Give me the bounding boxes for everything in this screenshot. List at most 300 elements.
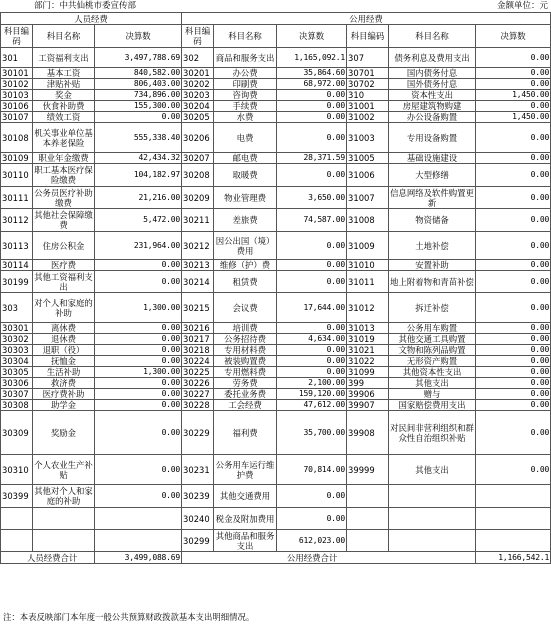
code-cell: 30112	[1, 209, 33, 232]
amount-cell: 0.00	[476, 323, 551, 334]
table-row	[1, 400, 551, 411]
code-cell: 30203	[182, 90, 214, 101]
code-cell: 39907	[347, 400, 389, 411]
amount-cell: 0.00	[476, 260, 551, 271]
code-cell: 399	[347, 378, 389, 389]
code-cell: 30303	[1, 345, 33, 356]
name-cell: 差旅费	[214, 209, 277, 232]
name-cell: 专用材料费	[214, 345, 277, 356]
name-cell: 对个人和家庭的补助	[33, 293, 95, 323]
amount-cell: 0.00	[476, 101, 551, 112]
amount-cell: 0.00	[476, 271, 551, 293]
name-cell: 劳务费	[214, 378, 277, 389]
code-cell: 30209	[182, 187, 214, 209]
amount-cell: 0.00	[476, 209, 551, 232]
name-cell: 其他交通工具购置	[389, 334, 476, 345]
name-cell: 职工基本医疗保险缴费	[34, 165, 93, 185]
code-cell: 30309	[1, 411, 33, 455]
amount-cell: 1,450.00	[476, 112, 551, 123]
amount-cell: 3,650.00	[277, 187, 347, 209]
code-cell: 303	[1, 293, 33, 323]
column-header-amount: 决算数	[277, 25, 347, 48]
name-cell: 福利费	[214, 411, 277, 455]
code-cell: 30231	[182, 455, 214, 485]
code-cell: 39999	[347, 455, 389, 485]
code-cell: 30212	[182, 232, 214, 260]
name-cell	[389, 508, 476, 530]
name-cell: 奖金	[33, 90, 95, 101]
amount-cell: 2,100.00	[277, 378, 347, 389]
amount-cell: 68,972.00	[277, 79, 347, 90]
column-header-name: 科目名称	[214, 25, 277, 48]
amount-cell: 0.00	[95, 260, 182, 271]
amount-cell: 1,165,092.1	[277, 48, 347, 68]
amount-cell: 0.00	[277, 232, 347, 260]
amount-cell: 0.00	[476, 400, 551, 411]
code-cell: 30229	[182, 411, 214, 455]
amount-cell: 0.00	[476, 334, 551, 345]
amount-cell: 0.00	[95, 400, 182, 411]
code-cell: 31006	[347, 164, 389, 187]
public-total-amount: 1,166,542.1	[476, 552, 551, 564]
name-cell: 安置补助	[389, 260, 476, 271]
name-cell: 公务招待费	[214, 334, 277, 345]
table-row	[1, 508, 551, 530]
name-cell: 其他交通费用	[214, 485, 277, 508]
code-cell: 30111	[1, 187, 33, 209]
name-cell: 办公费	[214, 68, 277, 79]
amount-cell: 17,644.00	[277, 293, 347, 323]
code-cell	[347, 485, 389, 508]
name-cell: 印刷费	[214, 79, 277, 90]
name-cell: 专用设备购置	[389, 123, 476, 153]
name-cell: 离休费	[33, 323, 95, 334]
table-row	[1, 334, 551, 345]
name-cell: 咨询费	[214, 90, 277, 101]
code-cell: 30110	[1, 164, 33, 187]
code-cell: 30301	[1, 323, 33, 334]
code-cell: 30310	[1, 455, 33, 485]
table-row	[1, 232, 551, 260]
code-cell: 30114	[1, 260, 33, 271]
table-row	[1, 90, 551, 101]
column-header-code: 科目编码	[182, 25, 214, 48]
name-cell: 医疗费	[33, 260, 95, 271]
code-cell: 31019	[347, 334, 389, 345]
amount-cell: 0.00	[277, 367, 347, 378]
name-cell: 工资福利支出	[33, 48, 95, 68]
code-cell: 31012	[347, 293, 389, 323]
amount-cell: 0.00	[476, 164, 551, 187]
code-cell: 30226	[182, 378, 214, 389]
name-cell	[33, 530, 95, 552]
code-cell: 31005	[347, 153, 389, 164]
name-cell: 其他社会保障缴费	[34, 210, 93, 230]
name-cell: 基本工资	[33, 68, 95, 79]
name-cell: 奖励金	[33, 411, 95, 455]
totals-row	[1, 552, 551, 564]
code-cell: 30207	[182, 153, 214, 164]
amount-cell: 0.00	[277, 356, 347, 367]
code-cell: 30216	[182, 323, 214, 334]
name-cell: 医疗费补助	[33, 389, 95, 400]
amount-cell: 840,582.00	[95, 68, 182, 79]
amount-cell: 612,023.00	[277, 530, 347, 552]
amount-cell: 0.00	[95, 271, 182, 293]
amount-cell: 0.00	[95, 323, 182, 334]
code-cell: 31001	[347, 101, 389, 112]
code-cell: 30239	[182, 485, 214, 508]
code-cell: 30302	[1, 334, 33, 345]
amount-cell: 0.00	[95, 112, 182, 123]
name-cell: 国家赔偿费用支出	[389, 400, 476, 411]
amount-cell: 0.00	[95, 345, 182, 356]
amount-cell	[476, 485, 551, 508]
code-cell: 30702	[347, 79, 389, 90]
amount-cell: 0.00	[476, 187, 551, 209]
code-cell: 31011	[347, 271, 389, 293]
name-cell: 培训费	[214, 323, 277, 334]
table-row	[1, 101, 551, 112]
code-cell: 30218	[182, 345, 214, 356]
amount-cell: 21,216.00	[95, 187, 182, 209]
name-cell: 其他对个人和家庭的补助	[34, 486, 93, 506]
name-cell: 商品和服务支出	[214, 48, 277, 68]
amount-cell: 35,700.00	[277, 411, 347, 455]
amount-cell: 5,472.00	[95, 209, 182, 232]
code-cell: 30213	[182, 260, 214, 271]
name-cell: 住房公积金	[33, 232, 95, 260]
table-row	[1, 378, 551, 389]
code-cell: 30217	[182, 334, 214, 345]
amount-cell: 35,864.60	[277, 68, 347, 79]
amount-cell: 159,120.00	[277, 389, 347, 400]
amount-cell: 47,612.00	[277, 400, 347, 411]
code-cell: 30101	[1, 68, 33, 79]
code-cell: 302	[182, 48, 214, 68]
code-cell: 30228	[182, 400, 214, 411]
code-cell: 30240	[182, 508, 214, 530]
code-cell: 31009	[347, 232, 389, 260]
table-row	[1, 345, 551, 356]
name-cell: 赠与	[389, 389, 476, 400]
name-cell: 公务员医疗补助缴费	[34, 187, 93, 208]
code-cell: 30113	[1, 232, 33, 260]
name-cell: 会议费	[214, 293, 277, 323]
table-row	[1, 187, 551, 209]
name-cell: 维修（护）费	[214, 260, 277, 271]
amount-cell: 0.00	[277, 345, 347, 356]
code-cell: 30208	[182, 164, 214, 187]
name-cell	[33, 508, 95, 530]
column-header-row	[1, 25, 551, 48]
name-cell: 租赁费	[214, 271, 277, 293]
code-cell: 30225	[182, 367, 214, 378]
public-total-label: 公用经费合计	[182, 552, 476, 564]
table-body	[1, 48, 551, 552]
amount-cell: 555,338.40	[95, 123, 182, 153]
column-header-code: 科目编码	[347, 25, 389, 48]
amount-cell: 0.00	[277, 101, 347, 112]
column-header-amount: 决算数	[95, 25, 182, 48]
amount-cell: 28,371.59	[277, 153, 347, 164]
code-cell: 30299	[182, 530, 214, 552]
name-cell	[389, 530, 476, 552]
code-cell: 30107	[1, 112, 33, 123]
name-cell: 生活补助	[33, 367, 95, 378]
code-cell: 30202	[182, 79, 214, 90]
amount-cell: 0.00	[277, 90, 347, 101]
table-row	[1, 455, 551, 485]
code-cell: 31022	[347, 356, 389, 367]
code-cell: 30211	[182, 209, 214, 232]
unit-label: 金额单位：元	[496, 1, 548, 11]
name-cell: 国外债务付息	[389, 79, 476, 90]
amount-cell: 0.00	[95, 485, 182, 508]
code-cell	[347, 530, 389, 552]
code-cell: 39908	[347, 411, 389, 455]
code-cell: 30103	[1, 90, 33, 101]
name-cell: 水费	[214, 112, 277, 123]
public-group-header: 公用经费	[182, 13, 551, 25]
name-cell: 因公出国（境）费用	[214, 232, 277, 260]
code-cell	[1, 508, 33, 530]
amount-cell: 4,634.00	[277, 334, 347, 345]
amount-cell: 0.00	[95, 389, 182, 400]
code-cell: 30224	[182, 356, 214, 367]
name-cell: 个人农业生产补贴	[33, 455, 95, 485]
code-cell: 30106	[1, 101, 33, 112]
code-cell: 307	[347, 48, 389, 68]
column-header-code: 科目编码	[1, 25, 33, 48]
amount-cell: 0.00	[476, 79, 551, 90]
name-cell: 文物和陈列品购置	[389, 345, 476, 356]
name-cell: 资本性支出	[389, 90, 476, 101]
amount-cell: 0.00	[476, 232, 551, 260]
code-cell: 30215	[182, 293, 214, 323]
table-row	[1, 367, 551, 378]
code-cell: 30399	[1, 485, 33, 508]
amount-cell: 0.00	[277, 271, 347, 293]
amount-cell: 0.00	[476, 123, 551, 153]
amount-cell: 3,497,788.69	[95, 48, 182, 68]
code-cell: 31007	[347, 187, 389, 209]
code-cell: 30199	[1, 271, 33, 293]
footnote: 注：本表反映部门本年度一般公共预算财政拨款基本支出明细情况。	[3, 612, 255, 622]
name-cell: 助学金	[33, 400, 95, 411]
amount-cell: 0.00	[277, 123, 347, 153]
code-cell: 31003	[347, 123, 389, 153]
name-cell: 基础设施建设	[389, 153, 476, 164]
code-cell: 31002	[347, 112, 389, 123]
name-cell: 无形资产购置	[389, 356, 476, 367]
amount-cell: 0.00	[476, 389, 551, 400]
code-cell: 310	[347, 90, 389, 101]
code-cell: 31010	[347, 260, 389, 271]
table-row	[1, 123, 551, 153]
name-cell: 工会经费	[214, 400, 277, 411]
table-row	[1, 411, 551, 455]
amount-cell: 0.00	[277, 112, 347, 123]
table-row	[1, 485, 551, 508]
name-cell: 公务用车购置	[389, 323, 476, 334]
name-cell: 拆迁补偿	[389, 293, 476, 323]
code-cell: 39906	[347, 389, 389, 400]
table-row	[1, 79, 551, 90]
name-cell: 退职（役）	[33, 345, 95, 356]
name-cell: 信息网络及软件购置更新	[390, 187, 474, 208]
personnel-total-amount: 3,499,088.69	[95, 552, 182, 564]
amount-cell: 104,182.97	[95, 164, 182, 187]
name-cell: 物业管理费	[214, 187, 277, 209]
amount-cell	[476, 508, 551, 530]
name-cell: 办公设备购置	[389, 112, 476, 123]
department-label: 部门：中共仙桃市委宣传部	[34, 1, 137, 11]
name-cell: 专用燃料费	[214, 367, 277, 378]
table-row	[1, 209, 551, 232]
amount-cell: 0.00	[476, 293, 551, 323]
code-cell: 31021	[347, 345, 389, 356]
amount-cell	[476, 530, 551, 552]
name-cell: 退休费	[33, 334, 95, 345]
column-header-amount: 决算数	[476, 25, 551, 48]
name-cell: 大型修缮	[389, 164, 476, 187]
name-cell: 对民间非营利组织和群众性自治组织补贴	[389, 411, 476, 455]
amount-cell: 0.00	[277, 485, 347, 508]
name-cell	[389, 485, 476, 508]
table-row	[1, 48, 551, 68]
name-cell: 委托业务费	[214, 389, 277, 400]
name-cell: 津贴补贴	[33, 79, 95, 90]
name-cell: 其他支出	[389, 455, 476, 485]
code-cell: 30214	[182, 271, 214, 293]
amount-cell: 0.00	[95, 411, 182, 455]
table-row	[1, 153, 551, 164]
name-cell: 债务利息及费用支出	[389, 48, 476, 68]
name-cell: 其他商品和服务支出	[214, 530, 277, 552]
code-cell: 30108	[1, 123, 33, 153]
code-cell: 30102	[1, 79, 33, 90]
amount-cell: 42,434.32	[95, 153, 182, 164]
name-cell: 国内债务付息	[389, 68, 476, 79]
table-row	[1, 293, 551, 323]
name-cell: 土地补偿	[389, 232, 476, 260]
code-cell: 30307	[1, 389, 33, 400]
column-header-name: 科目名称	[389, 25, 476, 48]
name-cell: 公务用车运行维护费	[214, 455, 277, 485]
amount-cell: 0.00	[476, 367, 551, 378]
table-row	[1, 260, 551, 271]
amount-cell: 70,814.00	[277, 455, 347, 485]
amount-cell: 0.00	[476, 455, 551, 485]
amount-cell: 0.00	[277, 323, 347, 334]
amount-cell: 0.00	[476, 356, 551, 367]
name-cell: 地上附着物和青苗补偿	[389, 271, 476, 293]
expenditure-table	[0, 12, 551, 564]
table-row	[1, 323, 551, 334]
table-row	[1, 389, 551, 400]
name-cell: 电费	[214, 123, 277, 153]
name-cell: 机关事业单位基本养老保险	[33, 123, 95, 153]
personnel-total-label: 人员经费合计	[1, 552, 95, 564]
name-cell: 被装购置费	[214, 356, 277, 367]
name-cell: 职业年金缴费	[33, 153, 95, 164]
table-row	[1, 356, 551, 367]
amount-cell: 231,964.00	[95, 232, 182, 260]
amount-cell: 155,300.00	[95, 101, 182, 112]
code-cell: 31008	[347, 209, 389, 232]
amount-cell: 0.00	[95, 334, 182, 345]
group-header-row	[1, 13, 551, 25]
amount-cell: 806,403.00	[95, 79, 182, 90]
personnel-group-header: 人员经费	[1, 13, 182, 25]
name-cell: 房屋建筑物购建	[389, 101, 476, 112]
amount-cell: 1,300.00	[95, 367, 182, 378]
name-cell: 其他工资福利支出	[34, 271, 93, 292]
amount-cell: 74,587.00	[277, 209, 347, 232]
code-cell: 30304	[1, 356, 33, 367]
code-cell: 301	[1, 48, 33, 68]
code-cell: 30701	[347, 68, 389, 79]
column-header-name: 科目名称	[33, 25, 95, 48]
amount-cell: 0.00	[277, 164, 347, 187]
amount-cell: 0.00	[277, 508, 347, 530]
name-cell: 抚恤金	[33, 356, 95, 367]
amount-cell: 0.00	[95, 356, 182, 367]
amount-cell: 0.00	[476, 411, 551, 455]
amount-cell: 734,896.00	[95, 90, 182, 101]
code-cell: 30227	[182, 389, 214, 400]
code-cell: 30206	[182, 123, 214, 153]
code-cell: 30109	[1, 153, 33, 164]
amount-cell	[95, 530, 182, 552]
amount-cell: 0.00	[476, 153, 551, 164]
table-row	[1, 112, 551, 123]
code-cell: 30201	[182, 68, 214, 79]
amount-cell: 0.00	[476, 378, 551, 389]
name-cell: 物资储备	[389, 209, 476, 232]
amount-cell: 0.00	[476, 345, 551, 356]
name-cell: 邮电费	[214, 153, 277, 164]
name-cell: 取暖费	[214, 164, 277, 187]
name-cell: 绩效工资	[33, 112, 95, 123]
amount-cell	[95, 508, 182, 530]
code-cell	[347, 508, 389, 530]
name-cell: 其他支出	[389, 378, 476, 389]
amount-cell: 1,450.00	[476, 90, 551, 101]
amount-cell: 0.00	[476, 68, 551, 79]
table-row	[1, 164, 551, 187]
amount-cell: 0.00	[476, 48, 551, 68]
code-cell: 30204	[182, 101, 214, 112]
code-cell: 30205	[182, 112, 214, 123]
code-cell	[1, 530, 33, 552]
name-cell: 手续费	[214, 101, 277, 112]
code-cell: 30308	[1, 400, 33, 411]
code-cell: 31099	[347, 367, 389, 378]
amount-cell: 0.00	[95, 378, 182, 389]
name-cell: 税金及附加费用	[214, 508, 277, 530]
code-cell: 30306	[1, 378, 33, 389]
amount-cell: 0.00	[277, 260, 347, 271]
code-cell: 31013	[347, 323, 389, 334]
table-row	[1, 530, 551, 552]
code-cell: 30305	[1, 367, 33, 378]
amount-cell: 1,300.00	[95, 293, 182, 323]
amount-cell: 0.00	[95, 455, 182, 485]
table-row	[1, 271, 551, 293]
table-row	[1, 68, 551, 79]
